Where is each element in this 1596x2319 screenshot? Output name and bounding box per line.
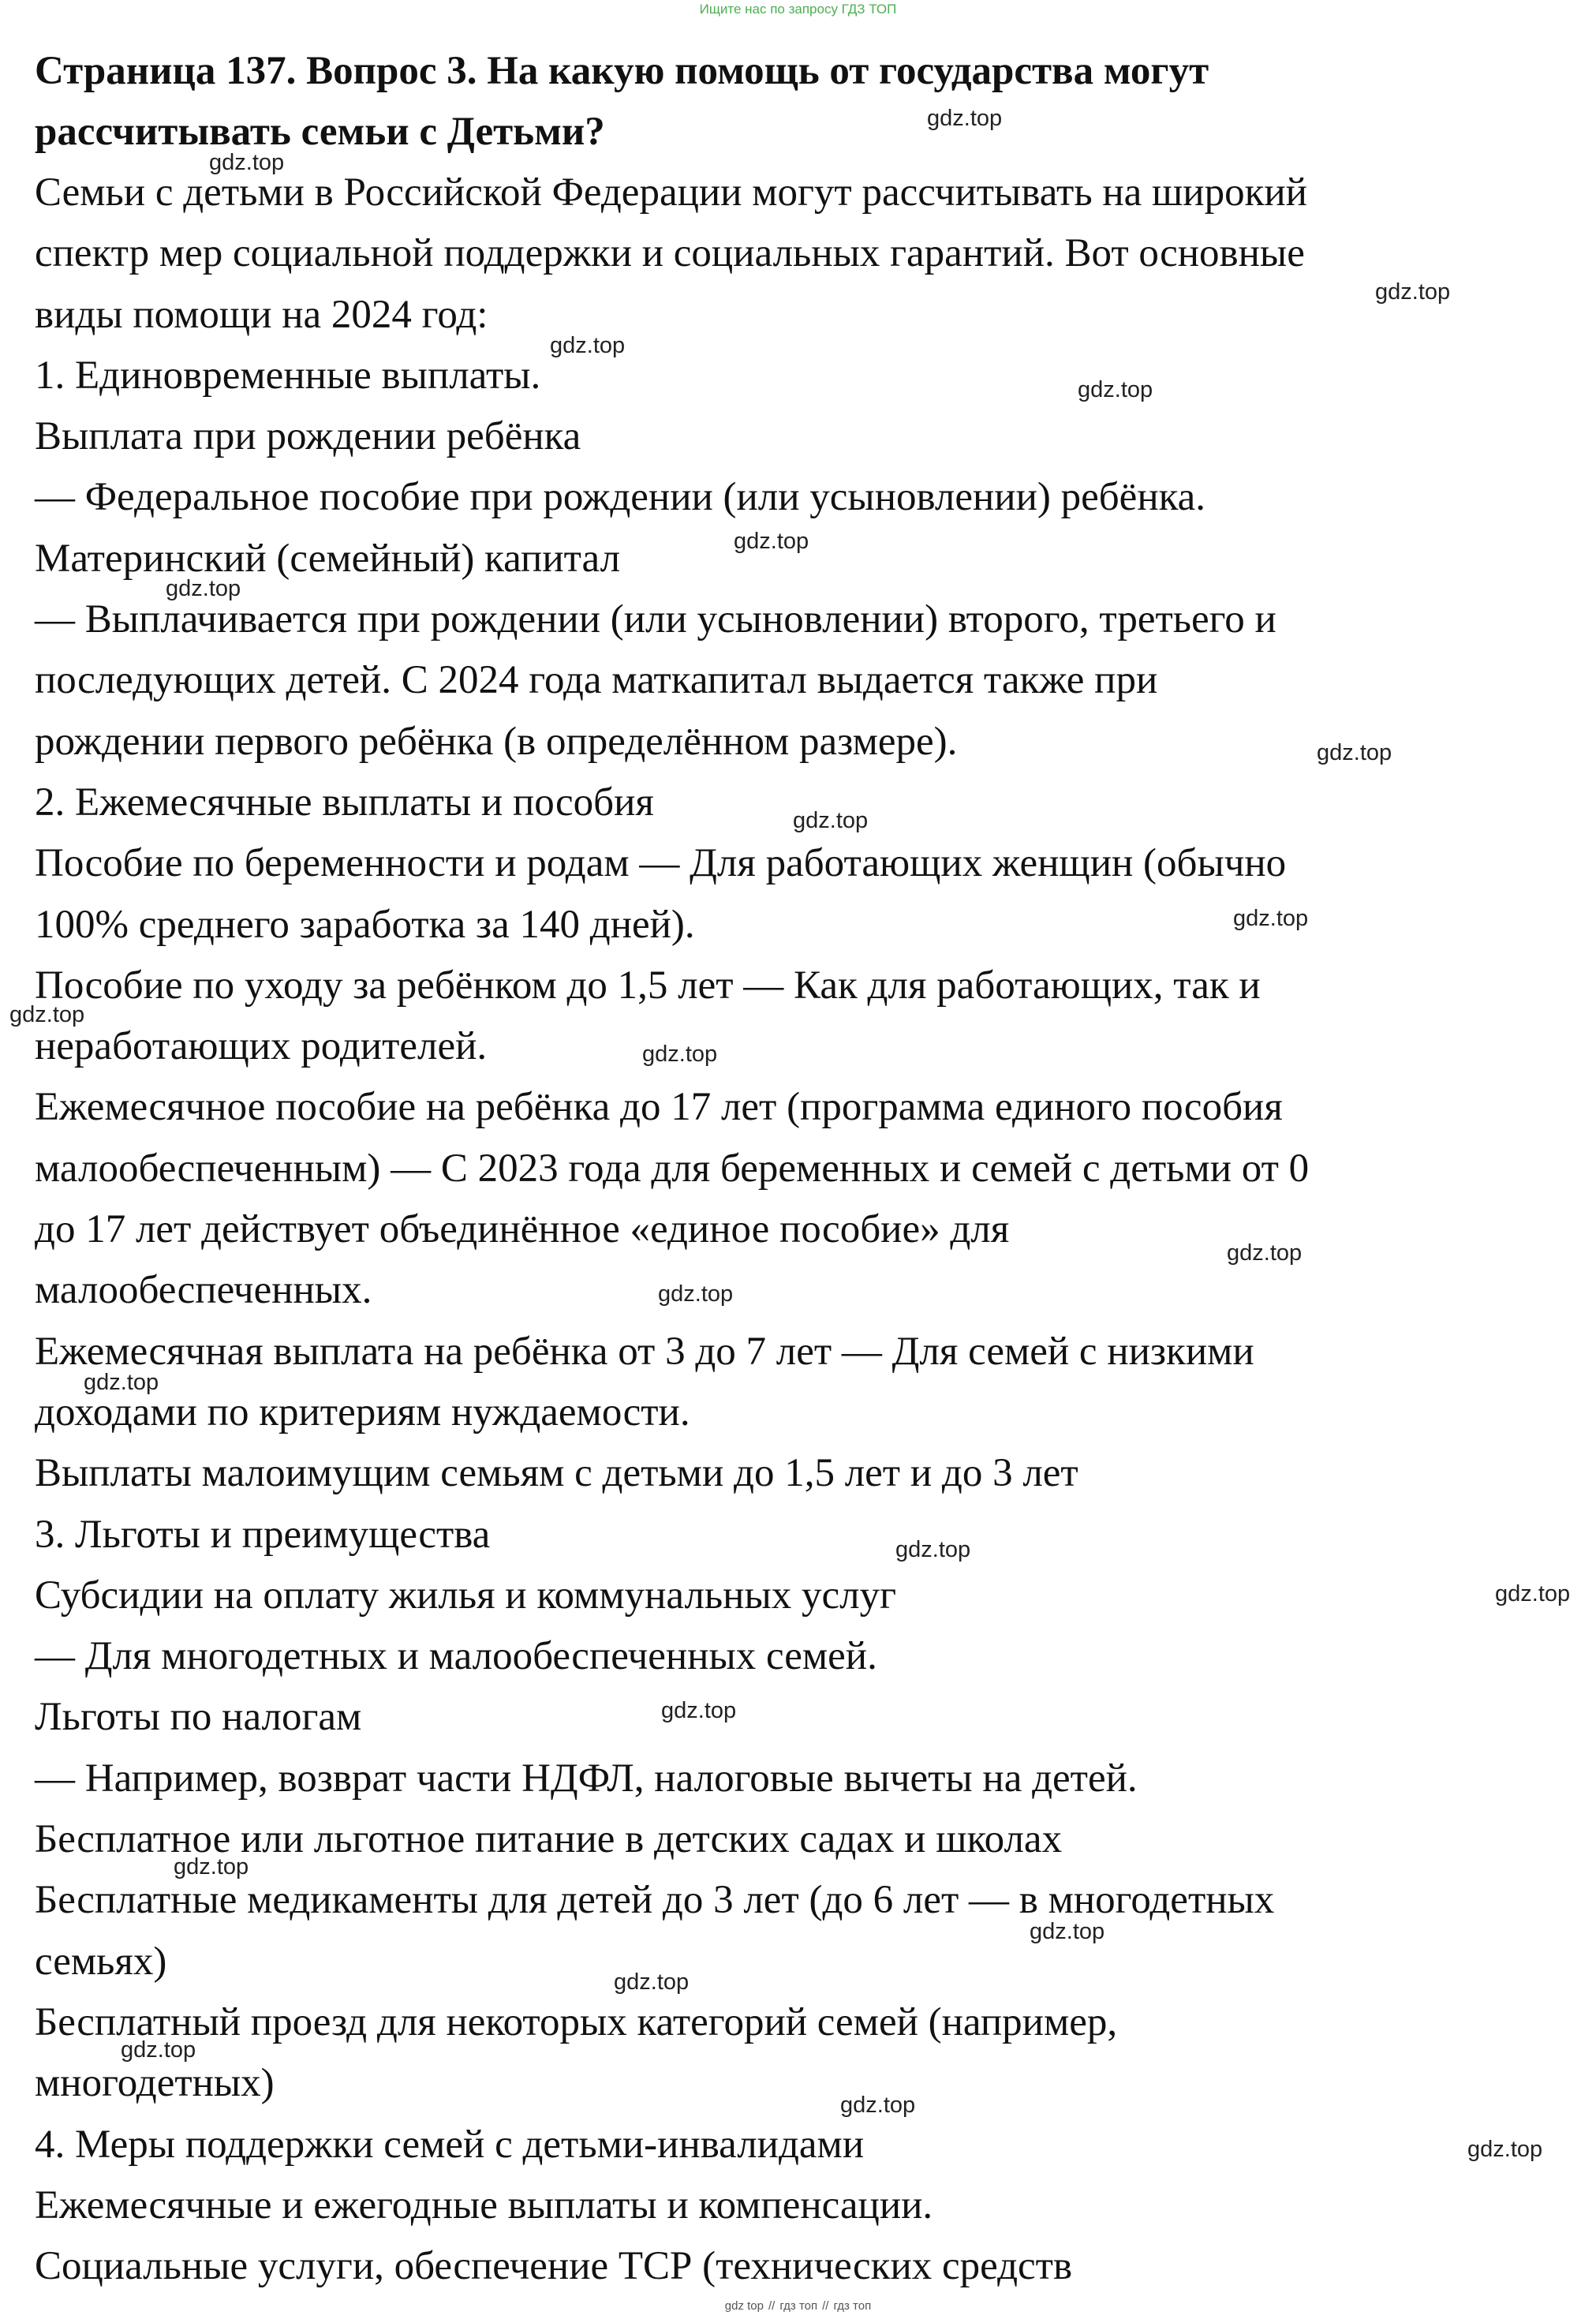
watermark: gdz.top bbox=[1317, 740, 1392, 765]
watermark: gdz.top bbox=[661, 1698, 737, 1723]
text-line: — Федеральное пособие при рождении (или усыновлении) ребёнка. bbox=[35, 475, 1206, 520]
watermark: gdz.top bbox=[209, 150, 285, 175]
watermark: gdz.top bbox=[734, 529, 809, 554]
text-line: — Для многодетных и малообеспеченных семей. bbox=[35, 1634, 877, 1679]
text-line: Материнский (семейный) капитал bbox=[35, 536, 621, 581]
text-line: Социальные услуги, обеспечение ТСР (технических средств bbox=[35, 2244, 1073, 2289]
watermark: gdz.top bbox=[840, 2093, 916, 2118]
section-heading-1: 1. Единовременные выплаты. bbox=[35, 353, 541, 398]
watermark: gdz.top bbox=[658, 1281, 734, 1307]
text-line: малообеспеченных. bbox=[35, 1268, 372, 1313]
watermark: gdz.top bbox=[550, 333, 626, 358]
text-line: семьях) bbox=[35, 1939, 167, 1984]
text-line: рождении первого ребёнка (в определённом размере). bbox=[35, 719, 958, 764]
watermark: gdz.top bbox=[9, 1002, 85, 1027]
watermark: gdz.top bbox=[1078, 377, 1153, 402]
text-line: малообеспеченным) — С 2023 года для беременных и семей с детьми от 0 bbox=[35, 1146, 1310, 1191]
footer-item: гдз топ bbox=[833, 2299, 872, 2313]
watermark: gdz.top bbox=[174, 1854, 249, 1880]
watermark: gdz.top bbox=[642, 1042, 718, 1067]
text-line: Выплаты малоимущим семьям с детьми до 1,5 лет и до 3 лет bbox=[35, 1451, 1078, 1496]
watermark: gdz.top bbox=[1467, 2137, 1543, 2162]
text-line: спектр мер социальной поддержки и социальных гарантий. Вот основные bbox=[35, 231, 1305, 276]
watermark: gdz.top bbox=[1495, 1581, 1571, 1606]
section-heading-2: 2. Ежемесячные выплаты и пособия bbox=[35, 780, 654, 825]
text-line: Выплата при рождении ребёнка bbox=[35, 414, 581, 459]
footer-item: гдз топ bbox=[779, 2299, 818, 2313]
text-line: доходами по критериям нуждаемости. bbox=[35, 1390, 690, 1434]
watermark: gdz.top bbox=[84, 1370, 159, 1395]
watermark: gdz.top bbox=[121, 2037, 196, 2063]
footer: gdz top // гдз топ // гдз топ bbox=[724, 2299, 872, 2313]
section-heading-4: 4. Меры поддержки семей с детьми-инвалидами bbox=[35, 2122, 865, 2167]
text-line: — Например, возврат части НДФЛ, налоговые вычеты на детей. bbox=[35, 1756, 1138, 1801]
watermark: gdz.top bbox=[166, 576, 241, 601]
text-line: Пособие по беременности и родам — Для работающих женщин (обычно bbox=[35, 841, 1287, 886]
text-line: виды помощи на 2024 год: bbox=[35, 292, 488, 337]
text-line: Ежемесячная выплата на ребёнка от 3 до 7 лет — Для семей с низкими bbox=[35, 1329, 1254, 1374]
watermark: gdz.top bbox=[1233, 906, 1309, 931]
page-title bbox=[35, 41, 1534, 163]
text-line: Бесплатный проезд для некоторых категорий семей (например, bbox=[35, 1999, 1118, 2044]
text-line: 100% среднего заработка за 140 дней). bbox=[35, 902, 695, 947]
watermark: gdz.top bbox=[1227, 1240, 1303, 1266]
watermark: gdz.top bbox=[1375, 279, 1451, 305]
text-line: Семьи с детьми в Российской Федерации могут рассчитывать на широкий bbox=[35, 170, 1307, 215]
top-banner: Ищите нас по запросу ГДЗ ТОП bbox=[699, 2, 897, 17]
text-line: Бесплатное или льготное питание в детских садах и школах bbox=[35, 1817, 1063, 1862]
text-line: Льготы по налогам bbox=[35, 1695, 362, 1740]
document-body bbox=[35, 41, 1534, 2297]
watermark: gdz.top bbox=[1030, 1919, 1105, 1944]
text-line: многодетных) bbox=[35, 2061, 275, 2106]
watermark: gdz.top bbox=[927, 106, 1003, 131]
section-heading-3: 3. Льготы и преимущества bbox=[35, 1512, 491, 1557]
text-line: до 17 лет действует объединённое «единое пособие» для bbox=[35, 1207, 1010, 1252]
watermark: gdz.top bbox=[614, 1969, 690, 1995]
footer-item: gdz top bbox=[724, 2299, 764, 2313]
text-line: последующих детей. С 2024 года маткапитал выдается также при bbox=[35, 658, 1158, 703]
text-line: — Выплачивается при рождении (или усыновлении) второго, третьего и bbox=[35, 597, 1276, 642]
title-line: рассчитывать семьи с Детьми? bbox=[35, 110, 605, 154]
watermark: gdz.top bbox=[793, 808, 869, 833]
text-line: Ежемесячные и ежегодные выплаты и компенсации. bbox=[35, 2182, 933, 2227]
watermark: gdz.top bbox=[895, 1537, 971, 1562]
text-line: неработающих родителей. bbox=[35, 1024, 488, 1069]
text-line: Пособие по уходу за ребёнком до 1,5 лет — Как для работающих, так и bbox=[35, 963, 1261, 1008]
title-line: Страница 137. Вопрос 3. На какую помощь от государства могут bbox=[35, 49, 1209, 93]
text-line: Бесплатные медикаменты для детей до 3 лет (до 6 лет — в многодетных bbox=[35, 1878, 1275, 1923]
text-line: Субсидии на оплату жилья и коммунальных услуг bbox=[35, 1573, 896, 1618]
text-line: Ежемесячное пособие на ребёнка до 17 лет (программа единого пособия bbox=[35, 1085, 1283, 1130]
